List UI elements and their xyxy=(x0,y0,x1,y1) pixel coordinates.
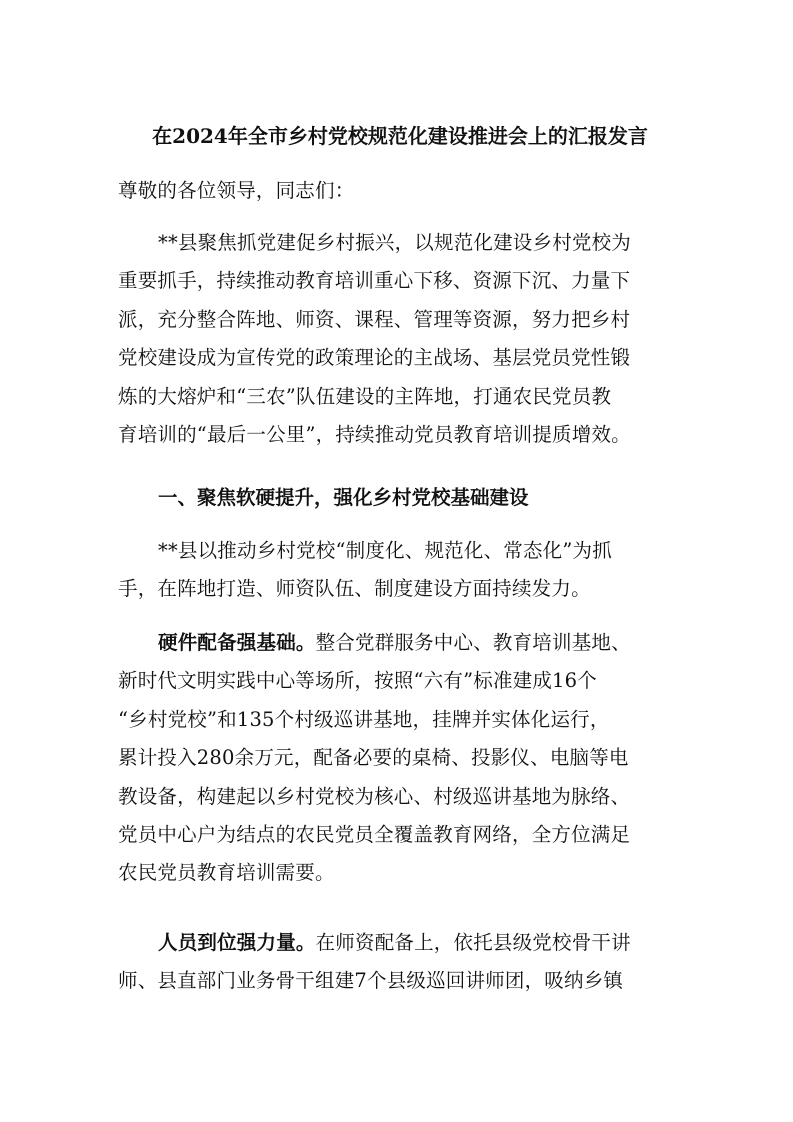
intro-line: 党校建设成为宣传党的政策理论的主战场、基层党员党性锻 xyxy=(118,346,631,370)
section-1-heading xyxy=(118,479,678,517)
intro-line: 重要抓手，持续推动教育培训重心下移、资源下沉、力量下 xyxy=(118,269,631,293)
intro-line: 派，充分整合阵地、师资、课程、管理等资源，努力把乡村 xyxy=(118,307,631,331)
intro-line-text: **县聚焦抓党建促乡村振兴，以规范化建设乡村党校为 xyxy=(158,231,632,254)
section-1-heading-text: 一、聚焦软硬提升，强化乡村党校基础建设 xyxy=(158,486,529,509)
hardware-line: 累计投入280余万元，配备必要的桌椅、投影仪、电脑等电 xyxy=(118,746,629,770)
personnel-paragraph xyxy=(118,924,678,1001)
hardware-first-line-text: 整合党群服务中心、教育培训基地、 xyxy=(315,631,631,654)
intro-line xyxy=(118,224,678,262)
personnel-first-line-text: 在师资配备上，依托县级党校骨干讲 xyxy=(315,931,631,954)
personnel-line: 师、县直部门业务骨干组建7个县级巡回讲师团，吸纳乡镇 xyxy=(118,969,624,993)
hardware-line xyxy=(118,624,678,662)
hardware-line: “乡村党校”和135个村级巡讲基地，挂牌并实体化运行， xyxy=(118,707,610,731)
salutation-text: 尊敬的各位领导，同志们： xyxy=(118,179,355,202)
section-1-paragraph xyxy=(118,532,678,609)
hardware-paragraph xyxy=(118,624,678,893)
hardware-lead: 硬件配备强基础。 xyxy=(158,631,316,654)
intro-line: 炼的大熔炉和“三农”队伍建设的主阵地，打通农民党员教 xyxy=(118,384,612,408)
salutation xyxy=(118,172,678,210)
hardware-line: 新时代文明实践中心等场所，按照“六有”标准建成16个 xyxy=(118,669,597,693)
document-title: 在2024年全市乡村党校规范化建设推进会上的汇报发言 xyxy=(152,124,648,148)
personnel-lead: 人员到位强力量。 xyxy=(158,931,316,954)
section-1-line-text: **县以推动乡村党校“制度化、规范化、常态化”为抓 xyxy=(158,539,612,562)
hardware-line: 教设备，构建起以乡村党校为核心、村级巡讲基地为脉络、 xyxy=(118,784,631,808)
hardware-line: 农民党员教育培训需要。 xyxy=(118,861,335,885)
section-1-line: 手，在阵地打造、师资队伍、制度建设方面持续发力。 xyxy=(118,577,591,601)
hardware-line: 党员中心户为结点的农民党员全覆盖教育网络，全方位满足 xyxy=(118,822,631,846)
intro-line: 育培训的“最后一公里”，持续推动党员教育培训提质增效。 xyxy=(118,422,631,446)
personnel-line xyxy=(118,924,678,962)
intro-paragraph xyxy=(118,224,678,454)
section-1-line xyxy=(118,532,678,570)
